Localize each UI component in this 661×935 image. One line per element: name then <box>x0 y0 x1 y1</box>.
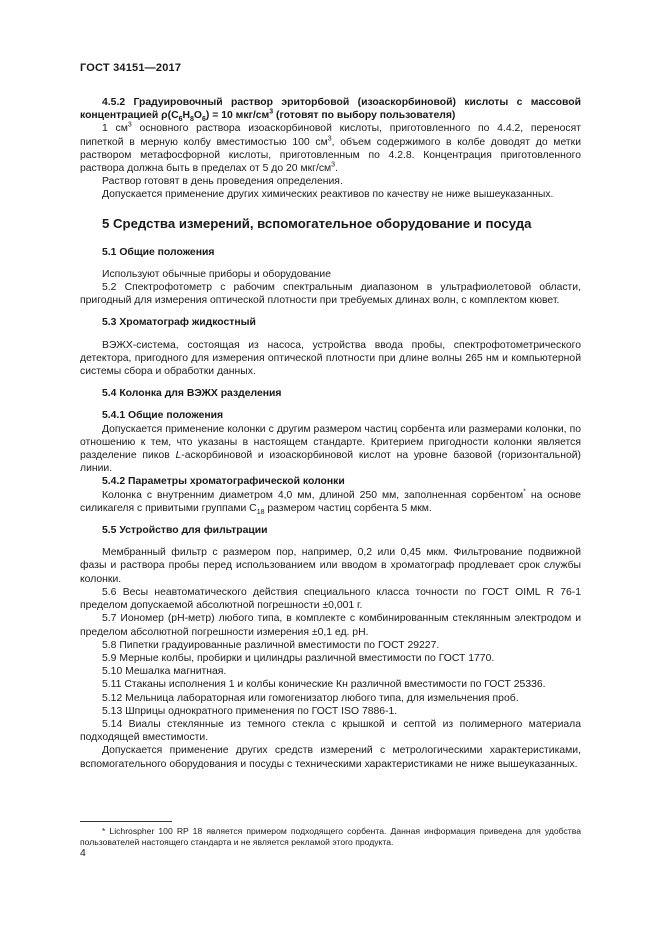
clause-5-3-text: ВЭЖХ-система, состоящая из насоса, устройства ввода пробы, спектрофотометрического детектора, пригодного для измерения оптической плотности при длине волны 265 нм и компьютерной системы сбора и обработки данных. <box>80 339 581 378</box>
unit-superscript: 3 <box>269 108 274 116</box>
clause-5-2-text: 5.2 Спектрофотометр с рабочим спектральным диапазоном в ультрафиолетовой области, пригодный для измерения оптической плотности при требуемых длинах волн, с комплектом кювет. <box>80 282 581 307</box>
clause-4-5-2-note: Допускается применение других химических реактивов по качеству не ниже вышеуказанных. <box>102 189 554 201</box>
clause-5-4-2-title: 5.4.2 Параметры хроматографической колонки <box>102 476 345 488</box>
clause-5-4-title: 5.4 Колонка для ВЭЖХ разделения <box>102 388 282 400</box>
footnote-divider <box>80 821 172 822</box>
text-part: , объем содержимого в колбе доводят до метки раствором метафосфорной кислоты, приготовленным по 4.2.8. Концентрация приготовленного раствора должна быть в пределах от 5 до 20 мкг/см <box>80 136 581 175</box>
clause-item: 5.7 Иономер (рН-метр) любого типа, в комплекте с комбинированным стеклянным электродом и пределом абсолютной погрешности измерения ±0,1 ед. рН. <box>80 613 581 638</box>
clause-5-4-1-text <box>80 423 581 476</box>
section-5-title: 5 Средства измерений, вспомогательное оборудование и посуда <box>102 215 532 231</box>
rho-symbol: ρ <box>161 110 168 122</box>
footnote-marker: * <box>523 488 526 496</box>
clause-title-part: 4.5.2 Градуировочный раствор эриторбовой (изоаскорбиновой) кислоты с массовой концентрацией <box>80 97 581 122</box>
formula-subscript: 6 <box>202 116 206 124</box>
text-part: основного раствора изоаскорбиновой кислоты, приготовленного по 4.4.2, переносят пипеткой в мерную колбу вместимостью 100 см <box>80 123 581 148</box>
clause-item: 5.10 Мешалка магнитная. <box>102 666 227 678</box>
page-content <box>80 96 581 771</box>
formula-subscript: 18 <box>256 508 265 516</box>
clause-5-1-title: 5.1 Общие положения <box>102 246 215 258</box>
clause-item: 5.11 Стаканы исполнения 1 и колбы конические Кн различной вместимости по ГОСТ 25336. <box>102 679 546 691</box>
text-part: размером частиц сорбента 5 мкм. <box>264 502 432 514</box>
text-part: Допускается применение колонки с другим размером частиц сорбента или размерами колонки, по отношению к тем, что указаны в настоящем стандарте. Критерием пригодности колонки является разделение пиков <box>80 423 581 462</box>
clause-item: 5.12 Мельница лабораторная или гомогенизатор любого типа, для измельчения проб. <box>102 692 519 704</box>
clause-item: 5.6 Весы неавтоматического действия специального класса точности по ГОСТ OIML R 76-1 пределом допускаемой абсолютной погрешности ±0,001 г. <box>80 586 581 612</box>
unit-superscript: 3 <box>127 121 132 129</box>
standard-code: ГОСТ 34151—2017 <box>80 62 182 74</box>
formula-part: (C <box>167 110 179 122</box>
text-part: . <box>335 163 338 175</box>
clause-item: 5.9 Мерные колбы, пробирки и цилиндры различной вместимости по ГОСТ 1770. <box>102 652 495 664</box>
formula-subscript: 6 <box>178 116 183 124</box>
text-part: -аскорбиновой и изоаскорбиновой кислот на уровне базовой (горизонтальной) линии. <box>80 450 581 475</box>
formula-part: O <box>193 110 202 122</box>
formula-subscript: 8 <box>190 116 194 124</box>
clause-5-3-title: 5.3 Хроматограф жидкостный <box>102 317 256 329</box>
clause-4-5-2-note: Раствор готовят в день проведения определения. <box>102 176 343 188</box>
text-part: Колонка с внутренним диаметром 4,0 мм, длиной 250 мм, заполненная сорбентом <box>102 489 524 501</box>
italic-letter: L <box>175 450 182 462</box>
clause-5-5-text: Мембранный фильтр с размером пор, например, 0,2 или 0,45 мкм. Фильтрование подвижной фазы и раствора пробы перед использованием или вводом в хроматограф продлевает срок службы колонки. <box>80 547 581 585</box>
text-part: 1 см <box>102 123 128 135</box>
unit-superscript: 3 <box>327 135 332 143</box>
text-part: на основе силикагеля с привитыми группами С <box>80 489 582 514</box>
clause-4-5-2-text <box>80 122 581 175</box>
clause-5-5-title: 5.5 Устройство для фильтрации <box>102 525 268 537</box>
clause-item: 5.13 Шприцы однократного применения по ГОСТ ISO 7886-1. <box>102 705 398 717</box>
page-number: 4 <box>80 848 86 859</box>
clause-title-part: (готовят по выбору пользователя) <box>273 110 456 122</box>
unit-superscript: 3 <box>331 161 336 169</box>
clause-5-4-2-text <box>80 489 581 515</box>
footnote: * Lichrospher 100 RP 18 является примером подходящего сорбента. Данная информация приведена для удобства пользователей настоящего стандарта и не является рекламой этого продукта. <box>80 826 581 847</box>
clause-5-4-1-title: 5.4.1 Общие положения <box>102 410 224 422</box>
clause-title-part: ) = 10 мкг/см <box>205 110 270 122</box>
clause-item: 5.8 Пипетки градуированные различной вместимости по ГОСТ 29227. <box>102 639 440 651</box>
closing-paragraph: Допускается применение других средств измерений с метрологическими характеристиками, вспомогательного оборудования и посуды с техническими характеристиками не ниже вышеуказанных. <box>80 745 581 770</box>
formula-part: H <box>182 110 190 122</box>
clause-4-5-2-title <box>80 96 581 122</box>
clause-5-1-text: Используют обычные приборы и оборудование <box>102 268 331 280</box>
clause-item: 5.14 Виалы стеклянные из темного стекла с крышкой и септой из полимерного материала подходящей вместимости. <box>80 718 581 744</box>
